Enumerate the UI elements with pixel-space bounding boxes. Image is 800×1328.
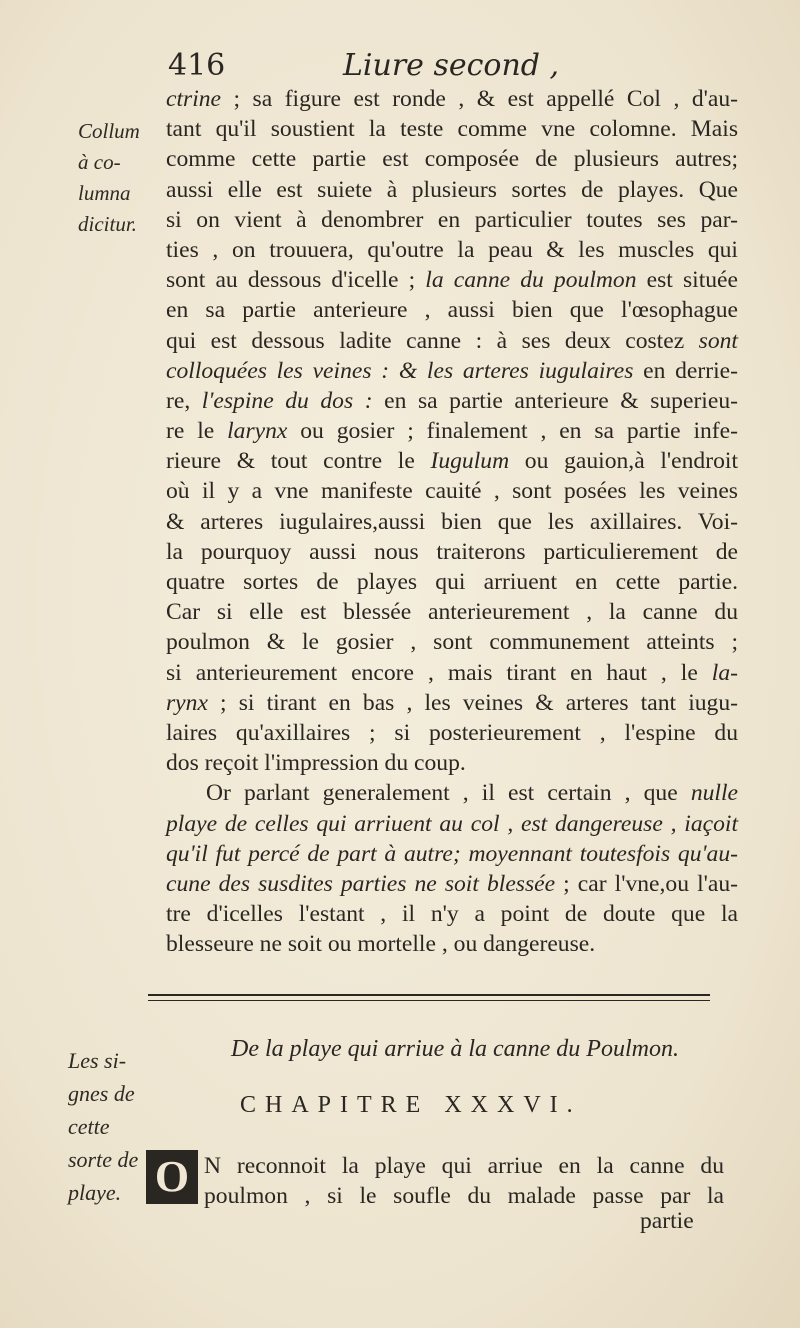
text-run: est située [636, 267, 738, 294]
text-run: re le [166, 418, 228, 445]
text-run: re, [166, 387, 202, 414]
margin-line: lumna [78, 181, 131, 205]
text-run: comme cette partie est composée de plusieurs autres; [166, 146, 738, 173]
drop-cap: O [146, 1150, 198, 1204]
italic-run: la- [711, 659, 738, 686]
text-run: sont au dessous d'icelle ; [166, 267, 426, 294]
body-line [166, 507, 738, 537]
text-run: si anterieurement encore , mais tirant en haut , le [166, 659, 712, 686]
text-run: ties , on trouuera, qu'outre la peau & les muscles qui [166, 236, 738, 263]
body-line [166, 658, 738, 688]
italic-run: nulle [690, 780, 738, 807]
margin-note-collum [78, 116, 170, 240]
margin-note-signes [68, 1044, 150, 1209]
italic-run: colloquées les veines : & les arteres iugulaires [166, 357, 634, 384]
body-line [166, 144, 738, 174]
italic-run: playe de celles qui arriuent au col , est dangereuse , iaçoit [166, 810, 738, 837]
italic-run: qu'il fut percé de part à autre; moyennant toutesfois qu'au- [166, 840, 738, 867]
text-run: où il y a vne manifeste cauité , sont posées les veines [166, 478, 738, 505]
text-run: en sa partie anterieure & superieu- [372, 387, 738, 414]
text-run: ; si tirant en bas , les veines & arteres tant iugu- [207, 689, 738, 716]
text-run: si on vient à denombrer en particulier toutes ses par- [166, 206, 738, 233]
body-line [166, 809, 738, 839]
body-line [166, 627, 738, 657]
italic-run: larynx [227, 418, 288, 445]
italic-run: rynx [166, 689, 208, 716]
body-text [166, 84, 738, 959]
body-line [166, 446, 738, 476]
body-line [166, 386, 738, 416]
chapter-title: De la playe qui arriue à la canne du Poulmon. [231, 1036, 679, 1062]
text-run: poulmon & le gosier , sont communement atteints ; [166, 629, 738, 656]
body-line [166, 326, 738, 356]
page-number: 416 [168, 48, 226, 83]
margin-line: Les si- [68, 1048, 127, 1073]
body-line [166, 175, 738, 205]
body-line [166, 356, 738, 386]
text-run: rieure & tout contre le [166, 448, 431, 475]
body-line [166, 416, 738, 446]
margin-line: Collum [78, 119, 140, 143]
chapter-line: poulmon , si le soufle du malade passe par la [204, 1183, 724, 1210]
body-line [166, 929, 738, 959]
body-line [166, 84, 738, 114]
text-run: ou gauion,à l'endroit [509, 448, 738, 475]
text-run: quatre sortes de playes qui arriuent en cette partie. [166, 569, 738, 595]
body-line [166, 778, 738, 808]
margin-line: dicitur. [78, 212, 137, 236]
italic-run: ctrine [166, 86, 222, 112]
body-line [166, 718, 738, 748]
text-run: tre d'icelles l'estant , il n'y a point de doute que la [166, 901, 738, 928]
body-line [166, 899, 738, 929]
italic-run: cune des susdites parties ne soit blessée [166, 870, 556, 897]
body-line [166, 537, 738, 567]
text-run: ; sa figure est ronde , & est appellé Col , d'au- [221, 86, 738, 112]
margin-line: cette [68, 1114, 110, 1139]
text-run: qui est dessous ladite canne : à ses deux costez [166, 327, 699, 354]
text-run: blesseure ne soit ou mortelle , ou dangereuse. [166, 931, 596, 958]
chapter-body [204, 1152, 724, 1212]
body-line [166, 839, 738, 869]
chapter-number: CHAPITRE XXXVI. [240, 1092, 582, 1118]
body-line [166, 567, 738, 597]
body-line [166, 205, 738, 235]
text-run: aussi elle est suiete à plusieurs sortes de playes. Que [166, 176, 738, 203]
text-run: en sa partie anterieure , aussi bien que l'œsophague [166, 297, 738, 324]
text-run: Or parlant generalement , il est certain , que [206, 780, 691, 807]
italic-run: sont [698, 327, 738, 354]
page-header [168, 48, 588, 88]
margin-line: sorte de [68, 1147, 139, 1172]
body-line [166, 114, 738, 144]
body-line [166, 265, 738, 295]
body-line [166, 235, 738, 265]
text-run: la pourquoy aussi nous traiterons particulierement de [166, 538, 738, 565]
running-title: Liure second , [343, 48, 560, 83]
text-run: ; car l'vne,ou l'au- [555, 870, 738, 897]
text-run: tant qu'il soustient la teste comme vne colomne. Mais [166, 116, 738, 143]
catchword: partie [640, 1208, 694, 1234]
italic-run: l'espine du dos : [201, 387, 373, 414]
margin-line: à co- [78, 150, 121, 174]
chapter-line: N reconnoit la playe qui arriue en la canne du [204, 1153, 724, 1179]
body-line [166, 748, 738, 778]
margin-line: gnes de [68, 1081, 135, 1106]
text-run: laires qu'axillaires ; si posterieurement , l'espine du [166, 719, 738, 746]
text-run: Car si elle est blessée anterieurement , la canne du [166, 599, 738, 626]
body-line [166, 597, 738, 627]
body-line [166, 295, 738, 325]
italic-run: la canne du poulmon [425, 267, 637, 294]
body-line [166, 476, 738, 506]
text-run: & arteres iugulaires,aussi bien que les axillaires. Voi- [166, 508, 738, 535]
text-run: en derrie- [633, 357, 738, 384]
body-line [166, 688, 738, 718]
text-run: dos reçoit l'impression du coup. [166, 750, 466, 777]
margin-line: playe. [68, 1180, 122, 1205]
section-rule [148, 994, 710, 1001]
text-run: ou gosier ; finalement , en sa partie infe- [287, 418, 738, 445]
body-line [166, 869, 738, 899]
italic-run: Iugulum [430, 448, 510, 475]
